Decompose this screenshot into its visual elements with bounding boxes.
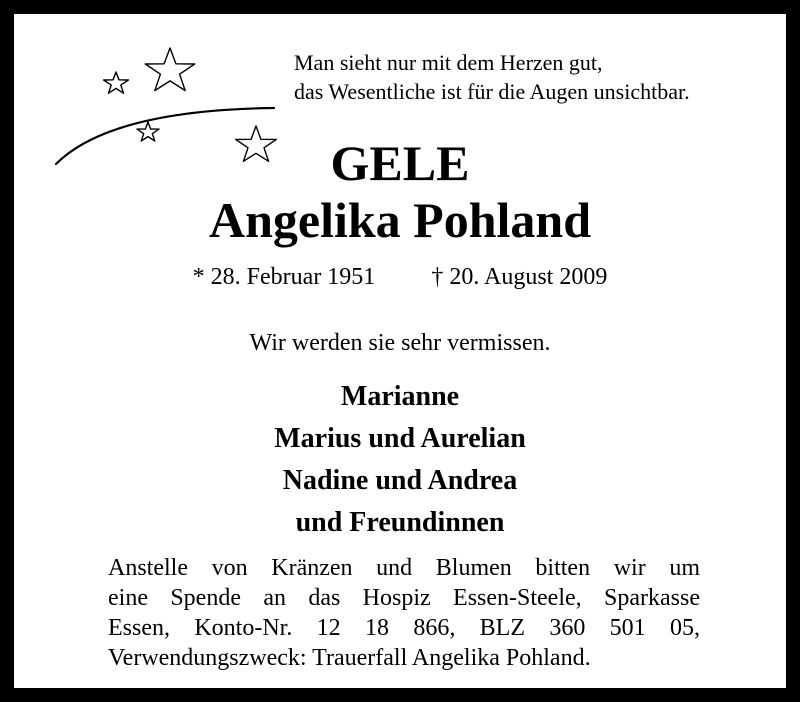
deceased-nickname: GELE — [330, 135, 470, 191]
mourners-list — [14, 376, 786, 544]
donation-note — [108, 553, 700, 673]
quote — [294, 48, 690, 106]
mourner: Nadine und Andrea — [282, 465, 518, 496]
deceased-full-name: Angelika Pohland — [208, 192, 592, 248]
quote-line: Man sieht nur mit dem Herzen gut, — [294, 50, 603, 75]
mourner: und Freundinnen — [295, 507, 505, 538]
birth-date: 28. Februar 1951 — [210, 264, 376, 290]
birth-symbol: * — [192, 264, 205, 290]
star-icon — [104, 72, 129, 93]
star-icon — [145, 48, 194, 91]
donation-line: Verwendungszweck: Trauerfall Angelika Pohland. — [108, 645, 591, 671]
life-dates — [14, 262, 786, 292]
donation-line: Anstelle von Kränzen und Blumen bitten wir um — [108, 555, 700, 581]
mourner: Marianne — [340, 381, 460, 412]
quote-line: das Wesentliche ist für die Augen unsichtbar. — [294, 79, 690, 104]
mourner: Marius und Aurelian — [274, 423, 526, 454]
farewell-message: Wir werden sie sehr vermissen. — [249, 330, 551, 356]
donation-line: eine Spende an das Hospiz Essen-Steele, Sparkasse — [108, 585, 700, 611]
death-date: 20. August 2009 — [449, 264, 608, 290]
death-symbol: † — [431, 264, 444, 290]
donation-line: Essen, Konto-Nr. 12 18 866, BLZ 360 501 05, — [108, 615, 700, 641]
